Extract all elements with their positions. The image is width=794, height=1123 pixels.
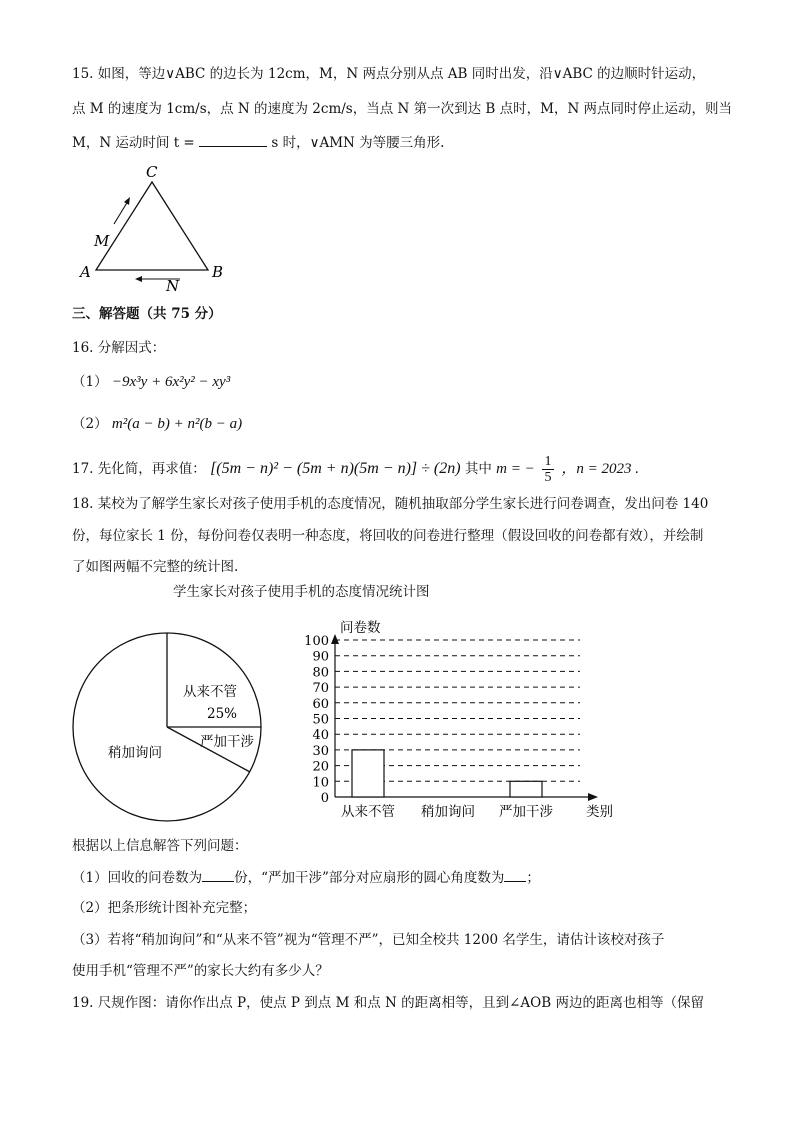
q18-sub-1-blank-2[interactable] xyxy=(504,867,526,882)
q15-line-3-prefix: M，N 运动时间 t = xyxy=(72,135,195,151)
q16-part-2 xyxy=(72,414,242,434)
q15-triangle-figure xyxy=(76,160,236,295)
q15-line-3-suffix: s 时，∨AMN 为等腰三角形. xyxy=(271,135,445,151)
q18-sub-3-line-2: 使用手机“管理不严”的家长大约有多少人？ xyxy=(72,963,329,979)
arrow-m-line xyxy=(114,201,128,224)
q18-line-2: 份，每位家长 1 份，每份问卷仅表明一种态度，将回收的问卷进行整理（假设回收的问卷都有效），并绘制 xyxy=(72,528,704,544)
q15-answer-blank[interactable] xyxy=(199,132,267,147)
y-tick-label: 70 xyxy=(312,681,329,697)
q19-line-1: 19. 尺规作图：请你作出点 P，使点 P 到点 M 和点 N 的距离相等，且到∠AOB 两边的距离也相等（保留 xyxy=(72,995,704,1011)
y-tick-label: 100 xyxy=(304,634,329,649)
bar-chart xyxy=(290,610,640,825)
q18-sub-1-blank-1[interactable] xyxy=(202,867,234,882)
y-tick-label: 0 xyxy=(320,791,329,806)
q16-part-2-expression: m²(a − b) + n²(b − a) xyxy=(111,416,243,432)
y-tick-label: 10 xyxy=(312,775,329,791)
pie-chart xyxy=(70,630,266,826)
q17-fraction-denominator: 5 xyxy=(542,469,554,485)
q18-line-3: 了如图两幅不完整的统计图. xyxy=(72,559,239,575)
arrow-m-head xyxy=(124,197,130,205)
q17-fraction-numerator: 1 xyxy=(544,454,552,469)
arrow-n-head xyxy=(135,276,142,282)
x-tick-label: 稍加询问 xyxy=(421,804,475,820)
q17-expression: [(5m − n)² − (5m + n)(5m − n)] ÷ (2n) xyxy=(210,460,461,477)
bar-y-axis-label: 问卷数 xyxy=(340,620,381,636)
y-tick-label: 90 xyxy=(312,649,329,665)
q17-prefix: 17. 先化简，再求值： xyxy=(72,461,206,477)
y-tick-label: 40 xyxy=(312,728,329,744)
section-3-heading: 三、解答题（共 75 分） xyxy=(72,306,222,322)
x-tick-label: 从来不管 xyxy=(341,804,395,820)
y-tick-label: 20 xyxy=(312,759,329,775)
pie-label-occasional: 稍加询问 xyxy=(108,745,162,761)
y-tick-label: 80 xyxy=(312,665,329,681)
pie-value-never: 25% xyxy=(207,706,238,722)
q17-fraction xyxy=(542,454,554,485)
q18-after: 根据以上信息解答下列问题： xyxy=(72,838,248,854)
pie-label-never: 从来不管 xyxy=(183,684,237,700)
bar-x-axis-label: 类别 xyxy=(586,804,613,820)
q18-line-1: 18. 某校为了解学生家长对孩子使用手机的态度情况，随机抽取部分学生家长进行问卷调查，发出问卷 140 xyxy=(72,496,709,512)
q15-line-3 xyxy=(72,132,444,153)
q15-line-2: 点 M 的速度为 1cm/s，点 N 的速度为 2cm/s，当点 N 第一次到达 B 点时，M，N 两点同时停止运动，则当 xyxy=(72,101,733,117)
q18-sub-2: （2）把条形统计图补充完整； xyxy=(72,900,257,916)
q17-m-equals: m = − xyxy=(496,461,535,477)
q17-line xyxy=(72,454,639,485)
q16-part-1-number: （1） xyxy=(72,374,108,390)
chart-title: 学生家长对孩子使用手机的态度情况统计图 xyxy=(173,584,430,600)
y-tick-label: 50 xyxy=(312,712,329,728)
triangle-abc xyxy=(96,182,208,270)
q18-sub-3-line-1: （3）若将“稍加询问”和“从来不管”视为“管理不严”，已知全校共 1200 名学生，请估计该校对孩子 xyxy=(72,932,665,948)
y-tick-label: 30 xyxy=(312,743,329,759)
q18-sub-1-a: （1）回收的问卷数为 xyxy=(72,870,203,886)
q16-part-1 xyxy=(72,372,230,392)
label-b: B xyxy=(212,263,224,281)
label-m: M xyxy=(94,232,110,250)
label-n: N xyxy=(166,277,180,295)
pie-label-strict: 严加干涉 xyxy=(200,734,254,750)
label-a: A xyxy=(80,263,91,281)
q18-sub-1 xyxy=(72,867,540,888)
x-tick-label: 严加干涉 xyxy=(499,804,553,820)
bar-0 xyxy=(352,750,384,797)
q17-n-equals: ，n = 2023 . xyxy=(561,461,639,477)
bar-2 xyxy=(510,781,542,797)
q17-mid: 其中 xyxy=(464,461,492,477)
q15-line-1: 15. 如图，等边∨ABC 的边长为 12cm，M，N 两点分别从点 AB 同时出发，沿∨ABC 的边顺时针运动， xyxy=(72,66,706,82)
q16-title: 16. 分解因式： xyxy=(72,340,166,356)
q16-part-2-number: （2） xyxy=(72,416,108,432)
label-c: C xyxy=(146,163,158,181)
x-axis-arrow xyxy=(588,793,598,801)
q18-sub-1-b: 份，“严加干涉”部分对应扇形的圆心角度数为 xyxy=(234,870,505,886)
y-tick-label: 60 xyxy=(312,696,329,712)
q18-sub-1-c: ； xyxy=(526,870,540,886)
q16-part-1-expression: −9x³y + 6x²y² − xy³ xyxy=(111,374,231,390)
y-axis-arrow xyxy=(331,634,339,644)
